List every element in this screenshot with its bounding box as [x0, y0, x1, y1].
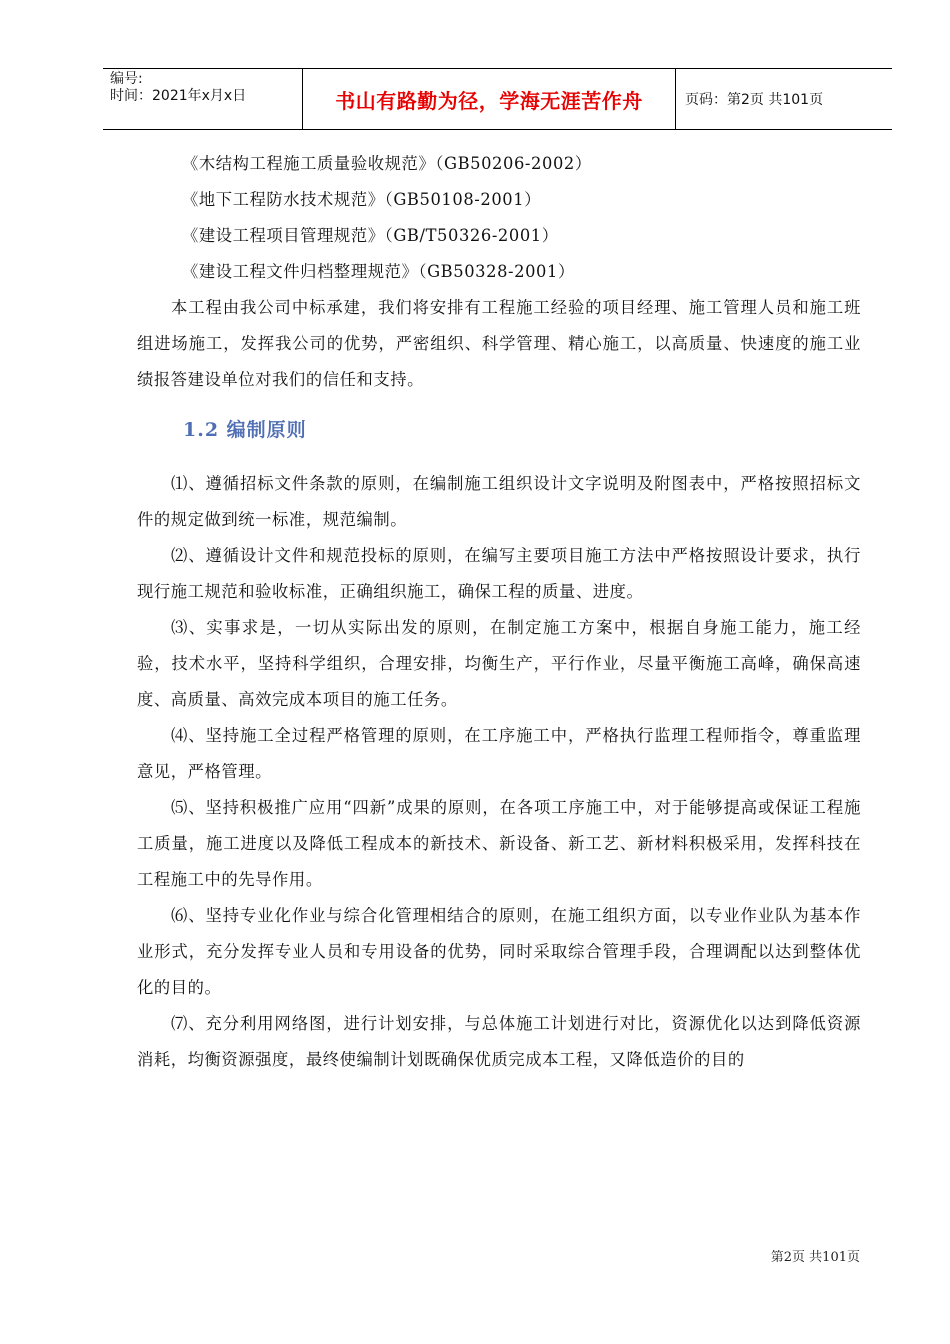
section-heading: 1.2 编制原则 — [183, 419, 307, 441]
principle-item: ⑵、遵循设计文件和规范投标的原则，在编写主要项目施工方法中严格按照设计要求，执行现行施工规范和验收标准，正确组织施工，确保工程的质量、进度。 — [137, 546, 861, 601]
time-label: 时间：2021年x月x日 — [110, 88, 247, 104]
page-footer: 第2页 共101页 — [770, 1250, 860, 1265]
standard-item: 《建设工程项目管理规范》（GB/T50326-2001） — [182, 226, 559, 245]
intro-paragraph: 本工程由我公司中标承建，我们将安排有工程施工经验的项目经理、施工管理人员和施工班组进场施工，发挥我公司的优势，严密组织、科学管理、精心施工，以高质量、快速度的施工业绩报答建设单位对我们的信任和支持。 — [137, 298, 861, 389]
page-header — [103, 68, 892, 130]
principle-item: ⑷、坚持施工全过程严格管理的原则，在工序施工中，严格执行监理工程师指令，尊重监理意见，严格管理。 — [137, 726, 861, 781]
number-label: 编号: — [110, 71, 143, 87]
document-body — [137, 146, 861, 1078]
principle-item: ⑹、坚持专业化作业与综合化管理相结合的原则，在施工组织方面，以专业作业队为基本作业形式，充分发挥专业人员和专用设备的优势，同时采取综合管理手段，合理调配以达到整体优化的目的。 — [137, 906, 861, 997]
header-motto: 书山有路勤为径，学海无涯苦作舟 — [303, 69, 676, 129]
principle-item: ⑴、遵循招标文件条款的原则，在编制施工组织设计文字说明及附图表中，严格按照招标文件的规定做到统一标准，规范编制。 — [137, 474, 861, 529]
header-meta — [103, 69, 303, 129]
principle-item: ⑶、实事求是，一切从实际出发的原则，在制定施工方案中，根据自身施工能力，施工经验，技术水平，坚持科学组织，合理安排，均衡生产，平行作业，尽量平衡施工高峰，确保高速度、高质量、高效完成本项目的施工任务。 — [137, 618, 861, 709]
standard-item: 《木结构工程施工质量验收规范》（GB50206-2002） — [182, 154, 592, 173]
principle-item: ⑺、充分利用网络图，进行计划安排，与总体施工计划进行对比，资源优化以达到降低资源消耗，均衡资源强度，最终使编制计划既确保优质完成本工程，又降低造价的目的 — [137, 1014, 861, 1069]
standard-item: 《地下工程防水技术规范》（GB50108-2001） — [182, 190, 542, 209]
principle-item: ⑸、坚持积极推广应用“四新”成果的原则，在各项工序施工中，对于能够提高或保证工程施工质量，施工进度以及降低工程成本的新技术、新设备、新工艺、新材料积极采用，发挥科技在工程施工中的先导作用。 — [137, 798, 861, 889]
header-page-label: 页码：第2页 共101页 — [685, 92, 824, 108]
standard-item: 《建设工程文件归档整理规范》（GB50328-2001） — [182, 262, 575, 281]
